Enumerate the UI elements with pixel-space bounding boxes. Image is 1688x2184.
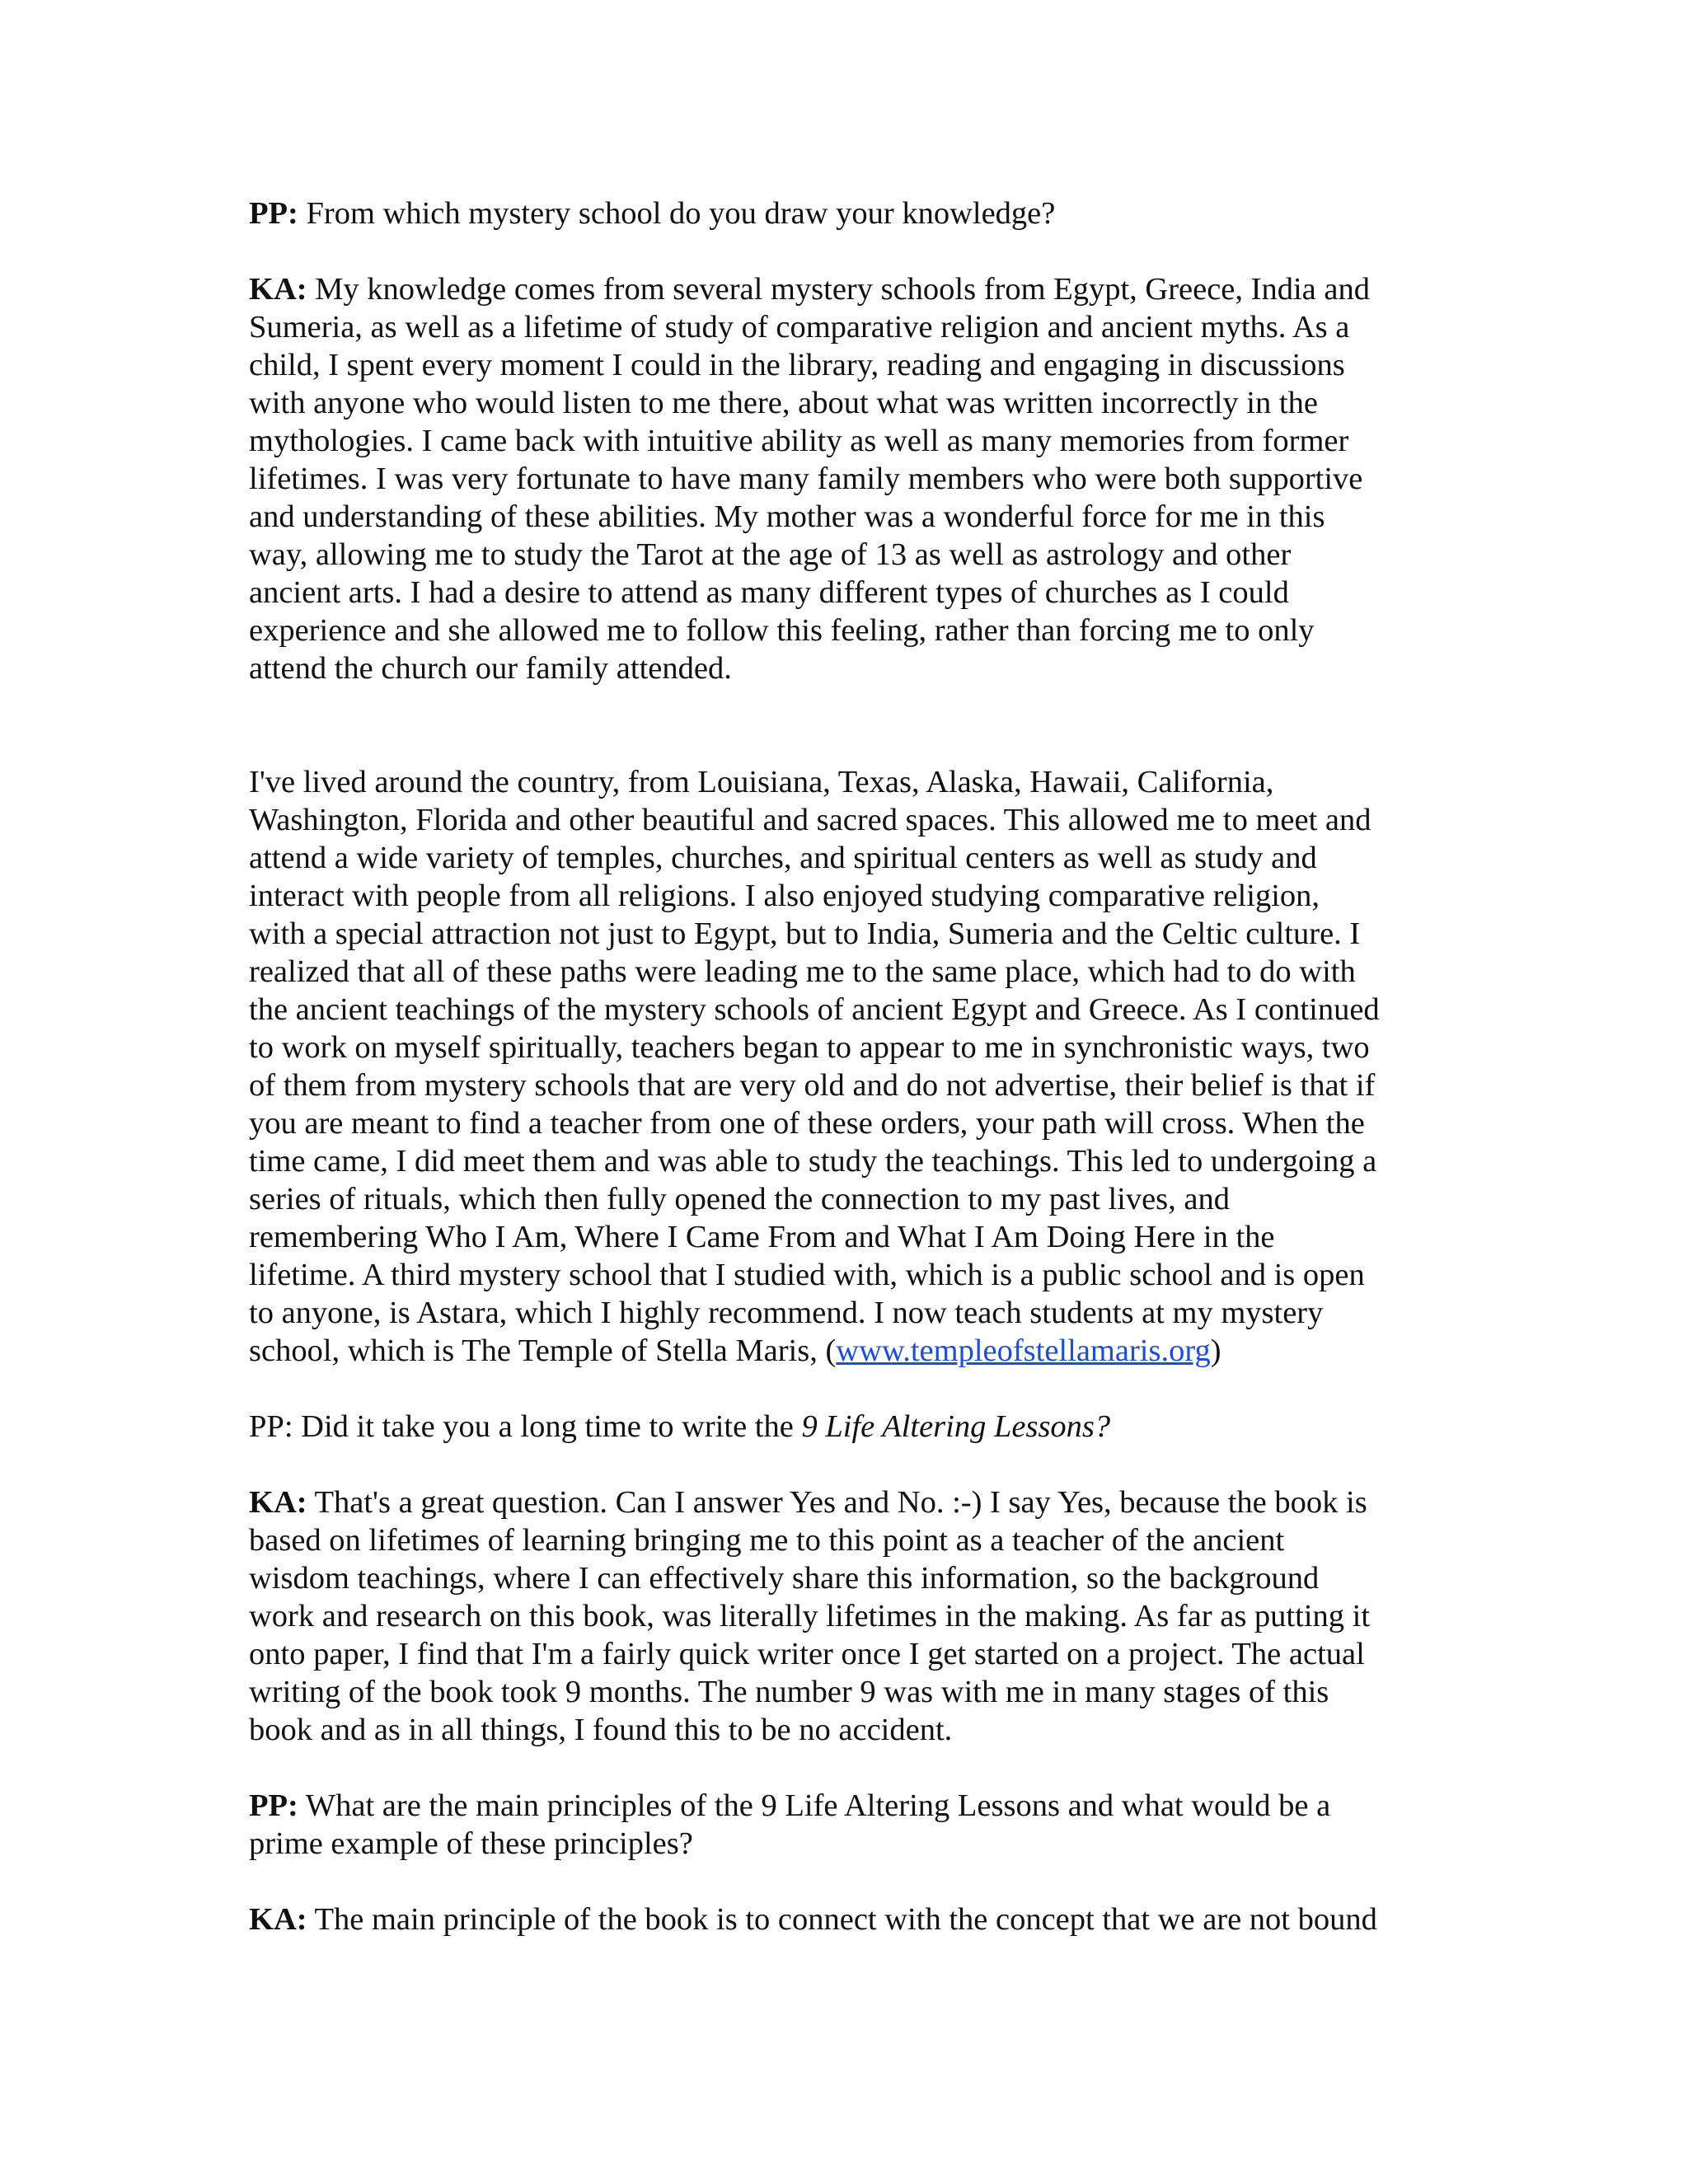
paragraph-spacer (249, 1446, 1452, 1483)
answer-line: time came, I did meet them and was able to study the teachings. This led to undergoing a (249, 1144, 1377, 1179)
answer-line: way, allowing me to study the Tarot at the age of 13 as well as astrology and other (249, 537, 1292, 572)
question-paragraph (249, 1787, 1452, 1863)
answer-line: series of rituals, which then fully opened the connection to my past lives, and (249, 1182, 1231, 1216)
book-title: 9 Life Altering Lessons? (801, 1409, 1111, 1444)
answer-line: writing of the book took 9 months. The number 9 was with me in many stages of this (249, 1675, 1329, 1709)
paragraph-spacer (249, 1863, 1452, 1900)
interview-text (249, 194, 1452, 1938)
answer-line: interact with people from all religions. I also enjoyed studying comparative religion, (249, 879, 1320, 913)
answer-line-suffix: ) (1210, 1333, 1221, 1368)
speaker-label-pp: PP: (249, 196, 298, 231)
question-text: From which mystery school do you draw your knowledge? (298, 196, 1056, 231)
answer-line: That's a great question. Can I answer Yes and No. :-) I say Yes, because the book is (307, 1485, 1367, 1520)
answer-line: realized that all of these paths were leading me to the same place, which had to do with (249, 954, 1356, 989)
answer-paragraph (249, 1483, 1452, 1749)
answer-paragraph (249, 763, 1452, 1370)
answer-line: wisdom teachings, where I can effectively share this information, so the background (249, 1561, 1320, 1596)
question-line: prime example of these principles? (249, 1826, 693, 1861)
answer-line: lifetime. A third mystery school that I studied with, which is a public school and is open (249, 1258, 1365, 1292)
answer-line: Washington, Florida and other beautiful and sacred spaces. This allowed me to meet and (249, 803, 1372, 837)
answer-line: lifetimes. I was very fortunate to have many family members who were both supportive (249, 462, 1363, 496)
answer-line: The main principle of the book is to connect with the concept that we are not bound (307, 1902, 1377, 1937)
answer-line: Sumeria, as well as a lifetime of study of comparative religion and ancient myths. As a (249, 310, 1350, 344)
answer-line: remembering Who I Am, Where I Came From and What I Am Doing Here in the (249, 1220, 1275, 1254)
paragraph-spacer (249, 687, 1452, 763)
answer-line: My knowledge comes from several mystery schools from Egypt, Greece, India and (307, 272, 1370, 307)
answer-line: you are meant to find a teacher from one of these orders, your path will cross. When the (249, 1106, 1365, 1141)
answer-line: attend the church our family attended. (249, 651, 732, 686)
answer-line: with a special attraction not just to Egypt, but to India, Sumeria and the Celtic culture. I (249, 916, 1361, 951)
paragraph-spacer (249, 1370, 1452, 1408)
question-paragraph (249, 194, 1452, 232)
answer-line: experience and she allowed me to follow this feeling, rather than forcing me to only (249, 613, 1315, 648)
question-paragraph (249, 1408, 1452, 1446)
answer-line: the ancient teachings of the mystery schools of ancient Egypt and Greece. As I continued (249, 992, 1380, 1027)
answer-line: work and research on this book, was literally lifetimes in the making. As far as putting it (249, 1599, 1371, 1633)
answer-paragraph (249, 1900, 1452, 1938)
speaker-label-pp: PP: (249, 1788, 298, 1823)
question-text: PP: Did it take you a long time to write the (249, 1409, 802, 1444)
answer-line: I've lived around the country, from Louisiana, Texas, Alaska, Hawaii, California, (249, 765, 1274, 799)
answer-line: child, I spent every moment I could in the library, reading and engaging in discussions (249, 348, 1345, 382)
speaker-label-ka: KA: (249, 272, 307, 307)
answer-line: based on lifetimes of learning bringing me to this point as a teacher of the ancient (249, 1523, 1285, 1558)
answer-line: with anyone who would listen to me there, about what was written incorrectly in the (249, 386, 1318, 420)
answer-line: of them from mystery schools that are very old and do not advertise, their belief is that if (249, 1068, 1376, 1103)
answer-line: mythologies. I came back with intuitive ability as well as many memories from former (249, 424, 1349, 458)
website-link[interactable]: www.templeofstellamaris.org (836, 1333, 1211, 1368)
answer-line: attend a wide variety of temples, churches, and spiritual centers as well as study and (249, 841, 1317, 875)
answer-line: ancient arts. I had a desire to attend as many different types of churches as I could (249, 575, 1289, 610)
paragraph-spacer (249, 1749, 1452, 1787)
answer-line-prefix: school, which is The Temple of Stella Maris, ( (249, 1333, 837, 1368)
answer-line: and understanding of these abilities. My mother was a wonderful force for me in this (249, 499, 1325, 534)
answer-paragraph (249, 270, 1452, 687)
speaker-label-ka: KA: (249, 1902, 307, 1937)
answer-line: to work on myself spiritually, teachers began to appear to me in synchronistic ways, two (249, 1030, 1370, 1065)
answer-line: to anyone, is Astara, which I highly recommend. I now teach students at my mystery (249, 1296, 1324, 1330)
answer-line (249, 1332, 1452, 1370)
question-line: What are the main principles of the 9 Life Altering Lessons and what would be a (298, 1788, 1331, 1823)
answer-line: onto paper, I find that I'm a fairly quick writer once I get started on a project. The actual (249, 1637, 1365, 1671)
answer-line: book and as in all things, I found this to be no accident. (249, 1713, 953, 1747)
paragraph-spacer (249, 232, 1452, 270)
speaker-label-ka: KA: (249, 1485, 307, 1520)
